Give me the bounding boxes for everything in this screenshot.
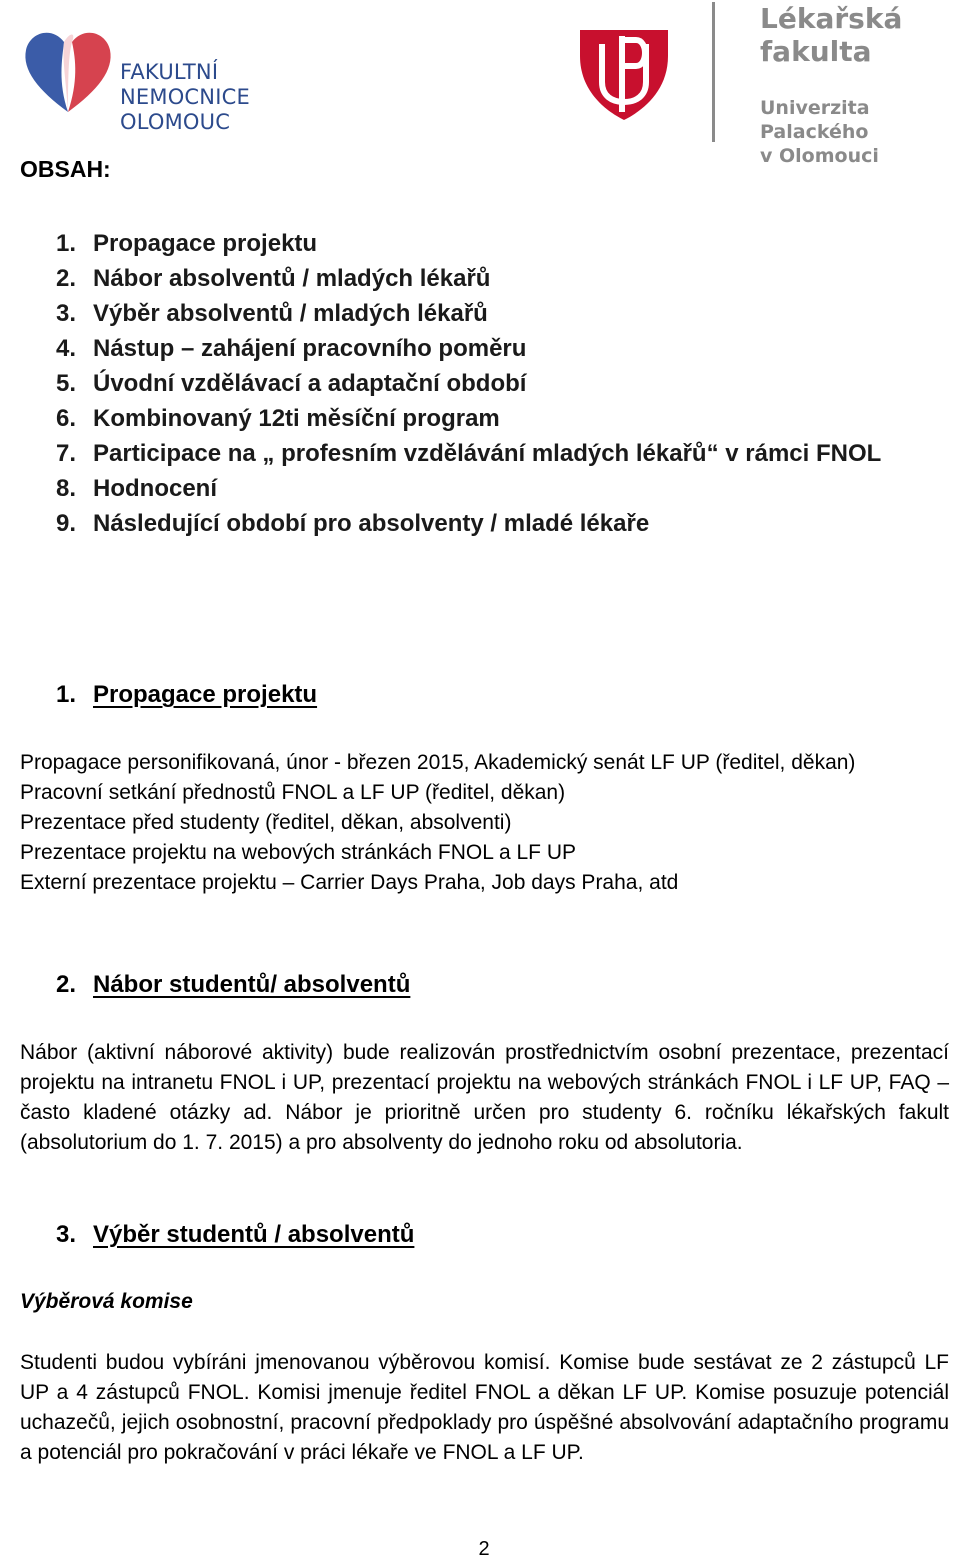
toc-item: 7. Participace na „ profesním vzdělávání mladých lékařů“ v rámci FNOL [56,440,882,467]
toc-item: 9. Následující období pro absolventy / mladé lékaře [56,510,650,537]
section-3-heading: 3. Výběr studentů / absolventů [56,1221,415,1248]
fnol-logo [10,12,340,134]
section-2-heading: 2. Nábor studentů/ absolventů [56,971,411,998]
section-3-subheading: Výběrová komise [20,1290,193,1313]
section-1-line: Externí prezentace projektu – Carrier Days Praha, Job days Praha, atd [20,871,679,894]
page-number: 2 [478,1538,490,1560]
toc-item: 8. Hodnocení [56,475,217,502]
section-1-line: Prezentace projektu na webových stránkách FNOL a LF UP [20,841,576,864]
toc-item: 2. Nábor absolventů / mladých lékařů [56,265,491,292]
section-3-paragraph: Studenti budou vybíráni jmenovanou výběrovou komisí. Komise bude sestávat ze 2 zástupců LF UP a 4 zástupců FNOL. Komisi jmenuje ředitel FNOL a děkan LF UP. Komise posuzuje potenciál uchazečů, jejich osobnostní, pracovní předpoklady pro úspěšné absolvování adaptačního programu a potenciál pro pokračování v práci lékaře ve FNOL a LF UP. [20,1351,949,1464]
table-of-contents [56,226,881,541]
toc-item: 5. Úvodní vzdělávací a adaptační období [56,370,527,397]
toc-item: 1. Propagace projektu [56,230,318,257]
section-1-line: Prezentace před studenty (ředitel, děkan, absolventi) [20,811,512,834]
toc-item: 6. Kombinovaný 12ti měsíční program [56,405,500,432]
toc-item: 4. Nástup – zahájení pracovního poměru [56,335,527,362]
toc-item: 3. Výběr absolventů / mladých lékařů [56,300,488,327]
fnol-heart-icon [18,20,118,120]
section-1-line: Pracovní setkání přednostů FNOL a LF UP (ředitel, děkan) [20,781,566,804]
lf-logo-title: Lékařská fakulta [760,2,903,68]
section-1-line: Propagace personifikovaná, únor - březen 2015, Akademický senát LF UP (ředitel, děkan) [20,751,856,774]
lf-logo-subtitle: Univerzita Palackého v Olomouci [760,97,879,167]
page-header [0,0,960,167]
logo-divider [712,2,715,142]
contents-heading: OBSAH: [20,156,111,182]
section-2-paragraph: Nábor (aktivní náborové aktivity) bude realizován prostřednictvím osobní prezentace, prezentací projektu na intranetu FNOL i UP, prezentací projektu na webových stránkách FNOL i LF UP, FAQ – často kladené otázky ad. Nábor je prioritně určen pro studenty 6. ročníku lékařských fakult (absolutorium do 1. 7. 2015) a pro absolventy do jednoho roku od absolutoria. [20,1041,949,1154]
section-1-body [20,748,855,898]
section-1-heading: 1. Propagace projektu [56,681,318,708]
fnol-logo-text: FAKULTNÍ NEMOCNICE OLOMOUC [120,60,250,134]
up-shield-icon [578,26,670,122]
